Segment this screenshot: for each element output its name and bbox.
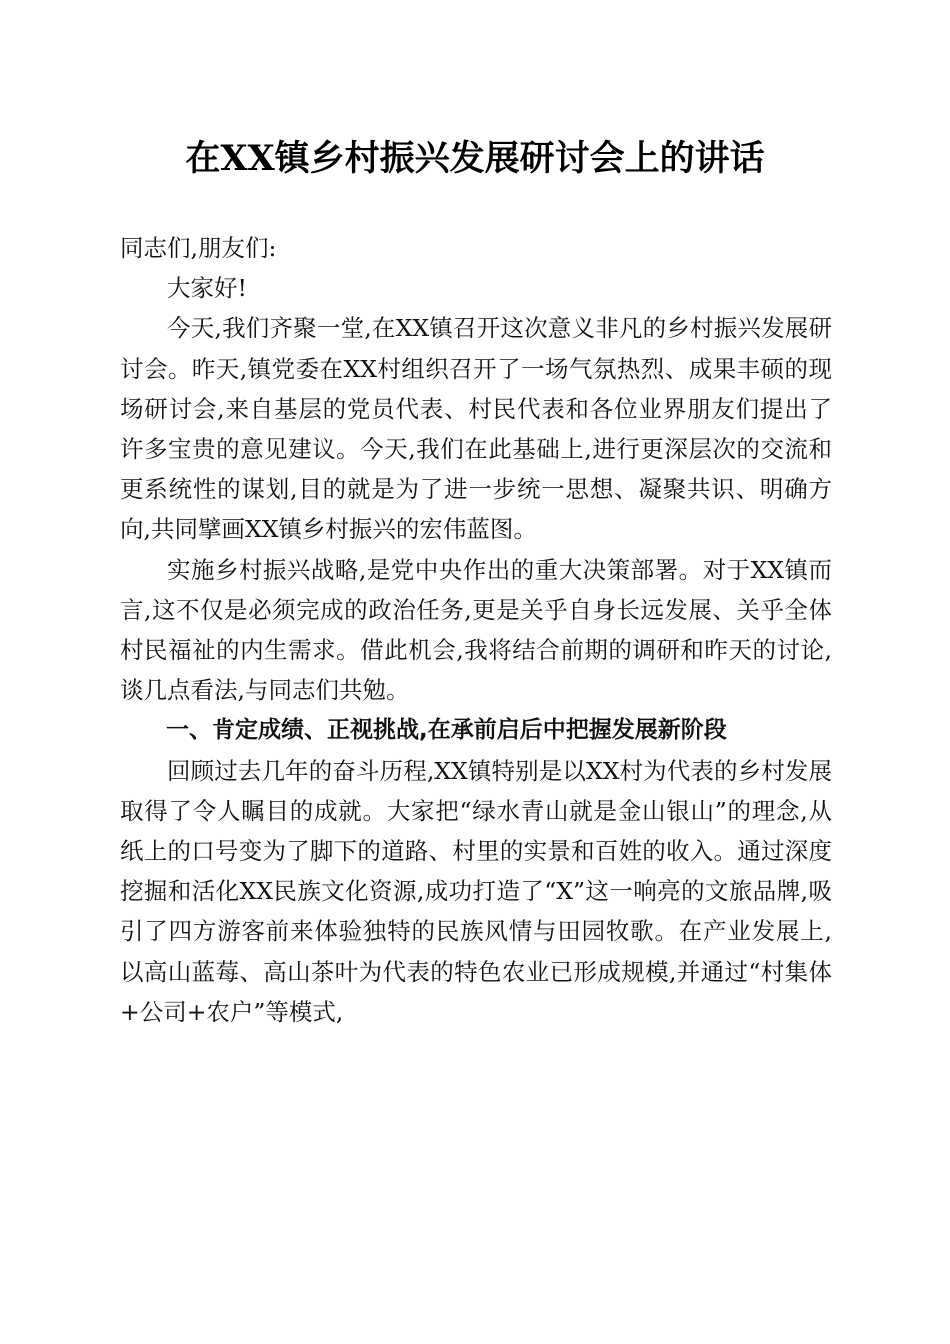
section-heading: 一、肯定成绩、正视挑战,在承前启后中把握发展新阶段 [166, 717, 727, 744]
greeting: 大家好! [167, 274, 247, 303]
paragraph-intro: 今天,我们齐聚一堂,在XX镇召开这次意义非凡的乡村振兴发展研讨会。昨天,镇党委在XX村组织召开了一场气氛热烈、成果丰硕的现场研讨会,来自基层的党员代表、村民代表和各位业界朋友们提出了许多宝贵的意见建议。今天,我们在此基础上,进行更深层次的交流和更系统性的谋划,目的就是为了进一步统一思想、凝聚共识、明确方向,共同擘画XX镇乡村振兴的宏伟蓝图。 [120, 314, 832, 544]
paragraph-achievements: 回顾过去几年的奋斗历程,XX镇特别是以XX村为代表的乡村发展取得了令人瞩目的成就。大家把“绿水青山就是金山银山”的理念,从纸上的口号变为了脚下的道路、村里的实景和百姓的收入。通过深度挖掘和活化XX民族文化资源,成功打造了“X”这一响亮的文旅品牌,吸引了四方游客前来体验独特的民族风情与田园牧歌。在产业发展上,以高山蓝莓、高山茶叶为代表的特色农业已形成规模,并通过“村集体+公司+农户”等模式, [120, 756, 832, 1026]
salutation: 同志们,朋友们: [120, 234, 277, 262]
document-title: 在XX镇乡村振兴发展研讨会上的讲话 [185, 138, 765, 179]
document-body [120, 228, 832, 1032]
paragraph-strategy: 实施乡村振兴战略,是党中央作出的重大决策部署。对于XX镇而言,这不仅是必须完成的政治任务,更是关乎自身长远发展、关乎全体村民福祉的内生需求。借此机会,我将结合前期的调研和昨天的讨论,谈几点看法,与同志们共勉。 [120, 555, 832, 705]
